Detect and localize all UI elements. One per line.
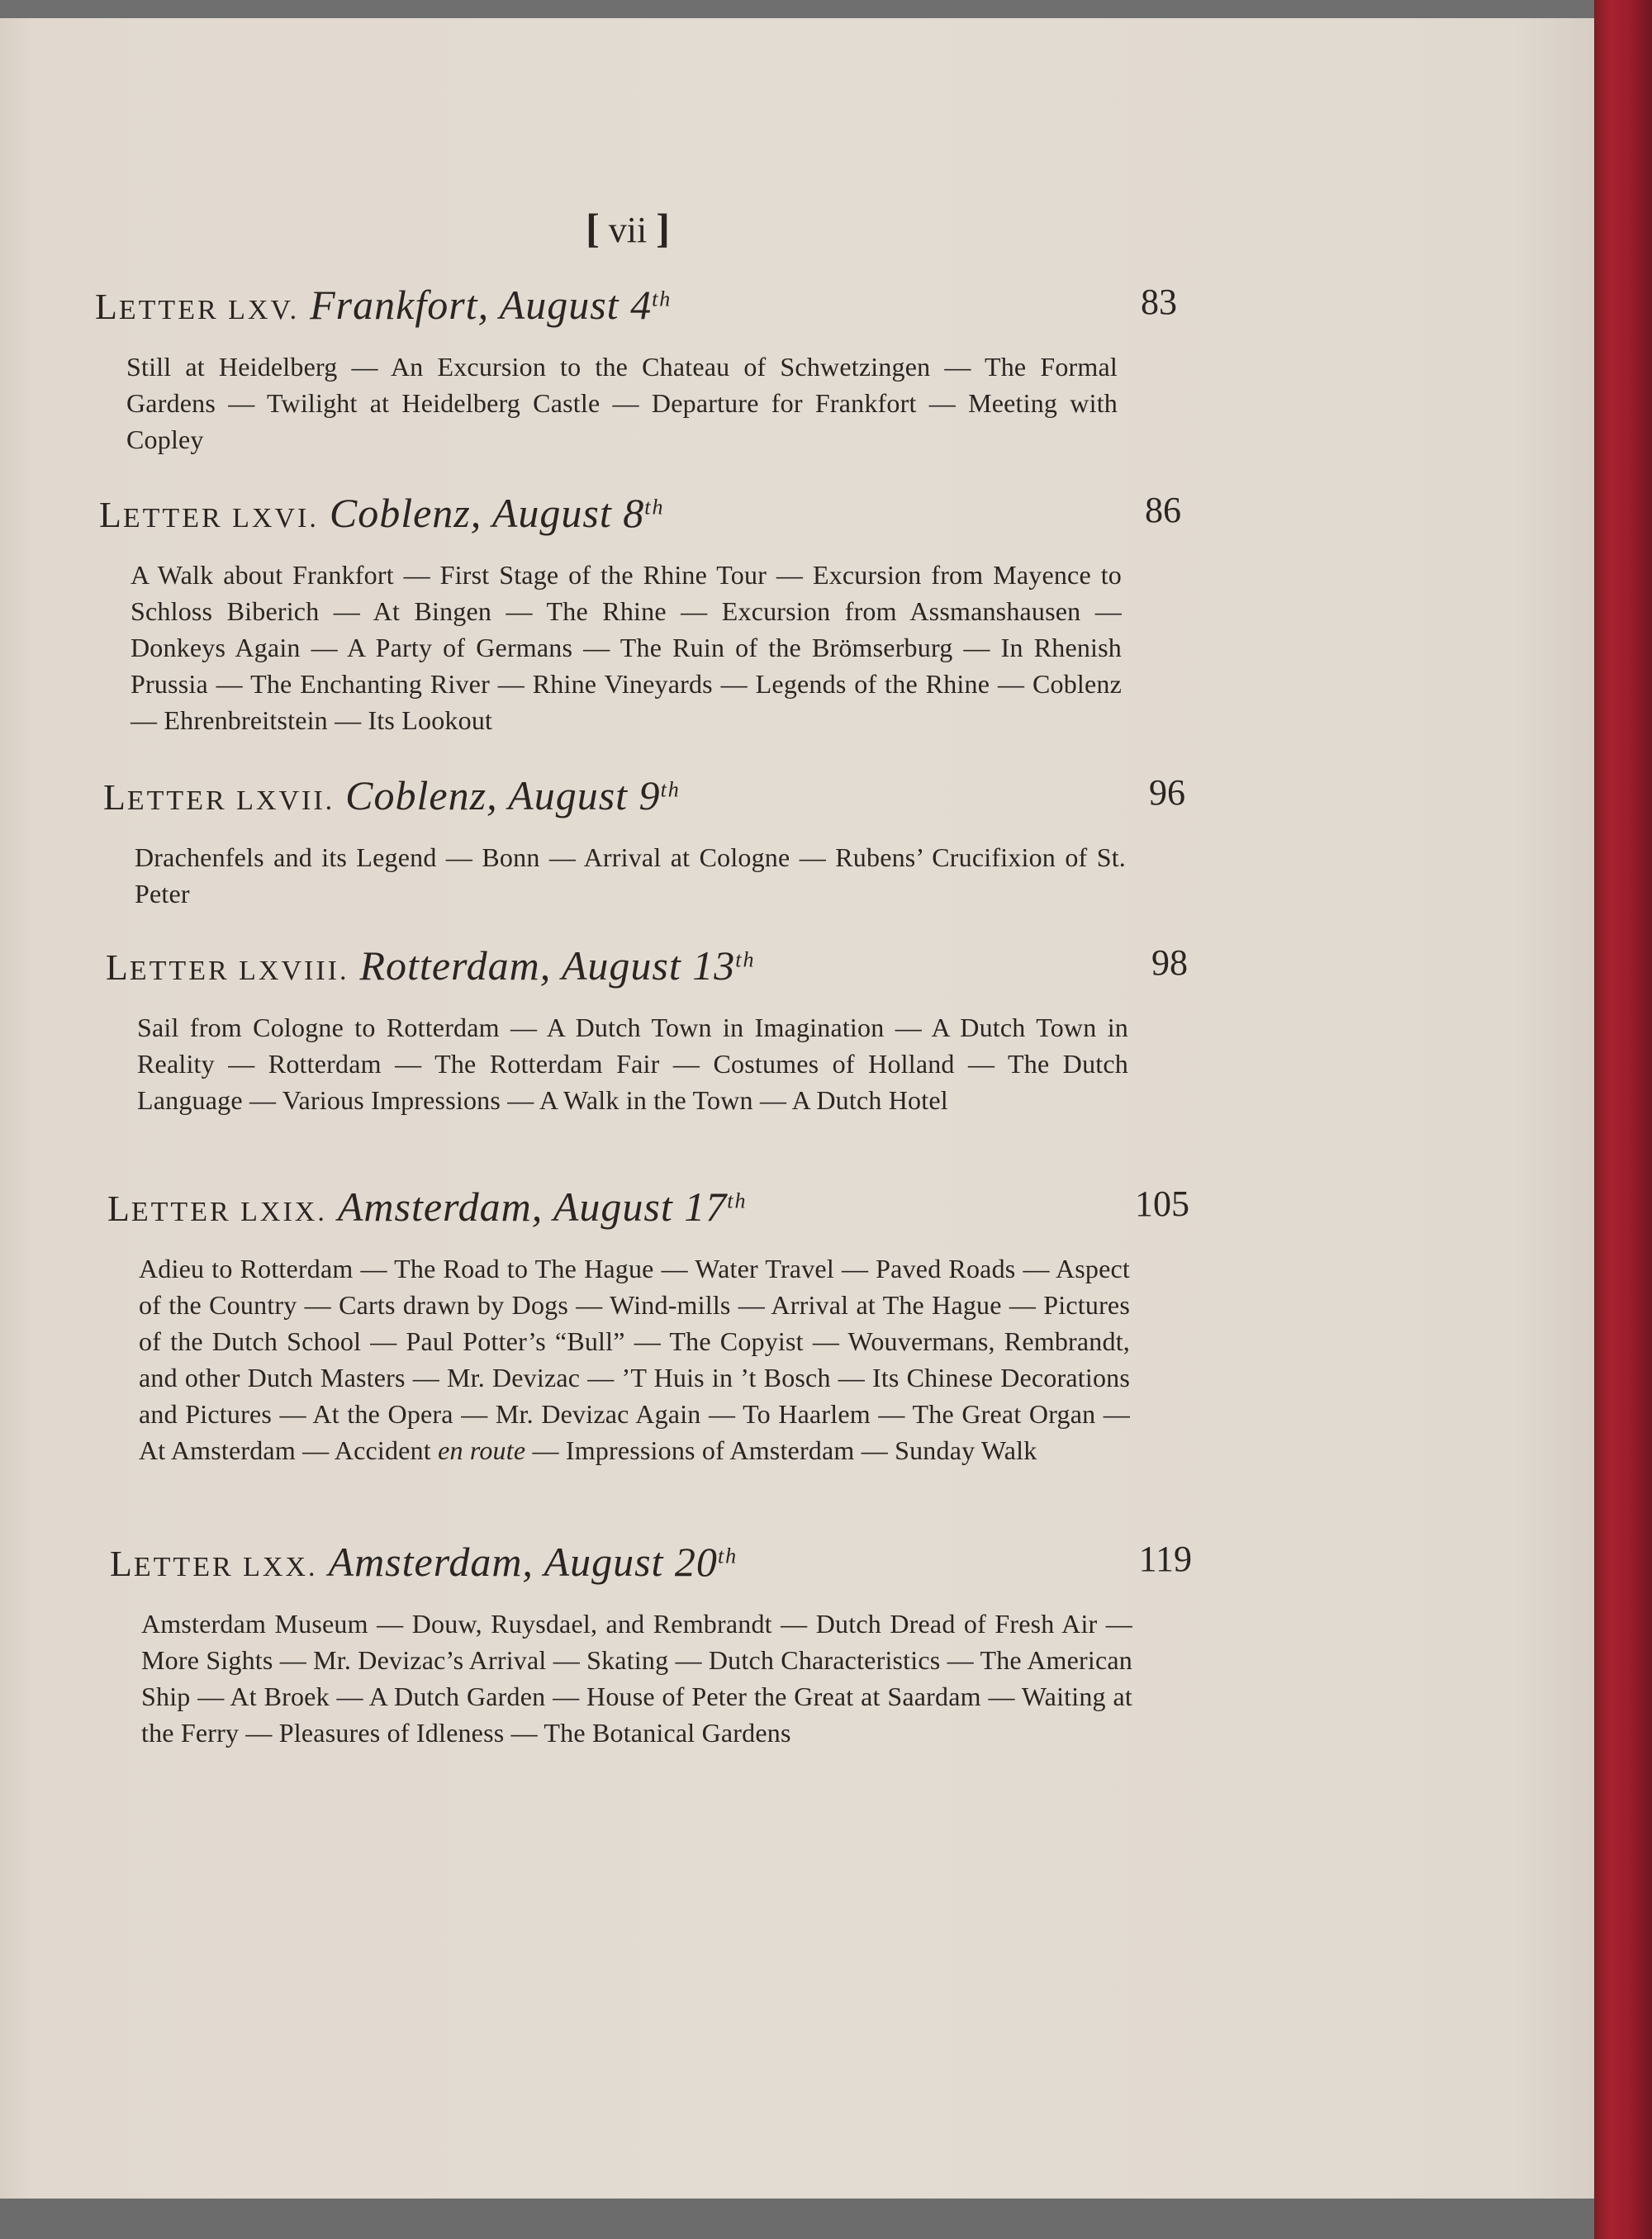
entry-place-date: Rotterdam, August 13	[359, 942, 736, 989]
entry-heading	[103, 771, 681, 819]
background-strip	[0, 2199, 1594, 2239]
toc-entry-lxx	[110, 1538, 1192, 1751]
toc-entry-lxv	[95, 281, 1177, 458]
page-number	[562, 204, 694, 252]
date-suffix: th	[717, 1544, 738, 1568]
entry-heading	[95, 281, 672, 329]
entry-heading	[99, 489, 664, 537]
summary-text: Adieu to Rotterdam — The Road to The Hague — Water Travel — Paved Roads — Aspect of the Country — Carts drawn by Dogs — Wind-mills — Arrival at The Hague — Pictures of the Dutch School — Paul Potter’s “Bull” — The Copyist — Wouvermans, Rembrandt, and other Dutch Masters — Mr. Devizac — ’T Huis in ’t Bosch — Its Chinese Decorations and Pictures — At the Opera — Mr. Devizac Again — To Haarlem — The Great Organ — At Amsterdam — Accident	[139, 1254, 1130, 1465]
entry-summary: A Walk about Frankfort — First Stage of the Rhine Tour — Excursion from Mayence to Schloss Biberich — At Bingen — The Rhine — Excursion from Assmanshausen — Donkeys Again — A Party of Germans — The Ruin of the Brömserburg — In Rhenish Prussia — The Enchanting River — Rhine Vineyards — Legends of the Rhine — Coblenz — Ehrenbreitstein — Its Lookout	[131, 560, 1122, 735]
entry-heading	[107, 1183, 747, 1231]
letter-number: LETTER LXIX.	[107, 1188, 327, 1229]
entry-place-date: Frankfort, August 4	[310, 282, 653, 328]
book-cover-edge	[1594, 0, 1652, 2239]
entry-heading	[110, 1538, 738, 1586]
entry-summary: Sail from Cologne to Rotterdam — A Dutch Town in Imagination — A Dutch Town in Reality — Rotterdam — The Rotterdam Fair — Costumes of Holland — The Dutch Language — Various Impressions — A Walk in the Town — A Dutch Hotel	[137, 1013, 1128, 1115]
entry-page-number: 96	[1149, 772, 1185, 813]
entry-page-number: 98	[1151, 942, 1188, 983]
entry-summary: Still at Heidelberg — An Excursion to the Chateau of Schwetzingen — The Formal Gardens — Twilight at Heidelberg Castle — Departure for Frankfort — Meeting with Copley	[126, 352, 1118, 454]
letter-number: LETTER LXX.	[110, 1544, 318, 1584]
right-bracket: ]	[656, 205, 670, 251]
entry-summary: Drachenfels and its Legend — Bonn — Arrival at Cologne — Rubens’ Crucifixion of St. Peter	[135, 842, 1126, 908]
entry-place-date: Coblenz, August 8	[329, 490, 645, 536]
date-suffix: th	[644, 495, 665, 519]
entry-page-number: 119	[1138, 1539, 1192, 1579]
toc-entry-lxvii	[103, 771, 1185, 912]
letter-number: LETTER LXV.	[95, 287, 300, 327]
entry-heading	[106, 942, 755, 989]
date-suffix: th	[652, 287, 672, 311]
letter-number: LETTER LXVIII.	[106, 947, 349, 988]
page-number-text: vii	[608, 210, 648, 250]
summary-text-end: — Impressions of Amsterdam — Sunday Walk	[525, 1435, 1037, 1465]
toc-entry-lxix	[107, 1183, 1189, 1468]
entry-place-date: Coblenz, August 9	[345, 772, 661, 818]
date-suffix: th	[727, 1188, 748, 1213]
left-bracket: [	[586, 205, 600, 251]
entry-summary: Amsterdam Museum — Douw, Ruysdael, and Rembrandt — Dutch Dread of Fresh Air — More Sights — Mr. Devizac’s Arrival — Skating — Dutch Characteristics — The American Ship — At Broek — A Dutch Garden — House of Peter the Great at Saardam — Waiting at the Ferry — Pleasures of Idleness — The Botanical Gardens	[141, 1609, 1132, 1748]
entry-place-date: Amsterdam, August 17	[337, 1184, 728, 1230]
letter-number: LETTER LXVI.	[99, 495, 319, 535]
summary-italic-phrase: en route	[438, 1435, 526, 1465]
entry-page-number: 86	[1145, 490, 1181, 530]
entry-page-number: 83	[1141, 282, 1177, 322]
book-page	[0, 18, 1594, 2199]
entry-summary	[139, 1250, 1130, 1468]
toc-entry-lxvi	[99, 489, 1181, 738]
entry-page-number: 105	[1135, 1184, 1189, 1224]
date-suffix: th	[660, 777, 681, 802]
letter-number: LETTER LXVII.	[103, 777, 335, 818]
date-suffix: th	[735, 947, 756, 972]
toc-entry-lxviii	[106, 942, 1188, 1118]
entry-place-date: Amsterdam, August 20	[328, 1539, 718, 1585]
